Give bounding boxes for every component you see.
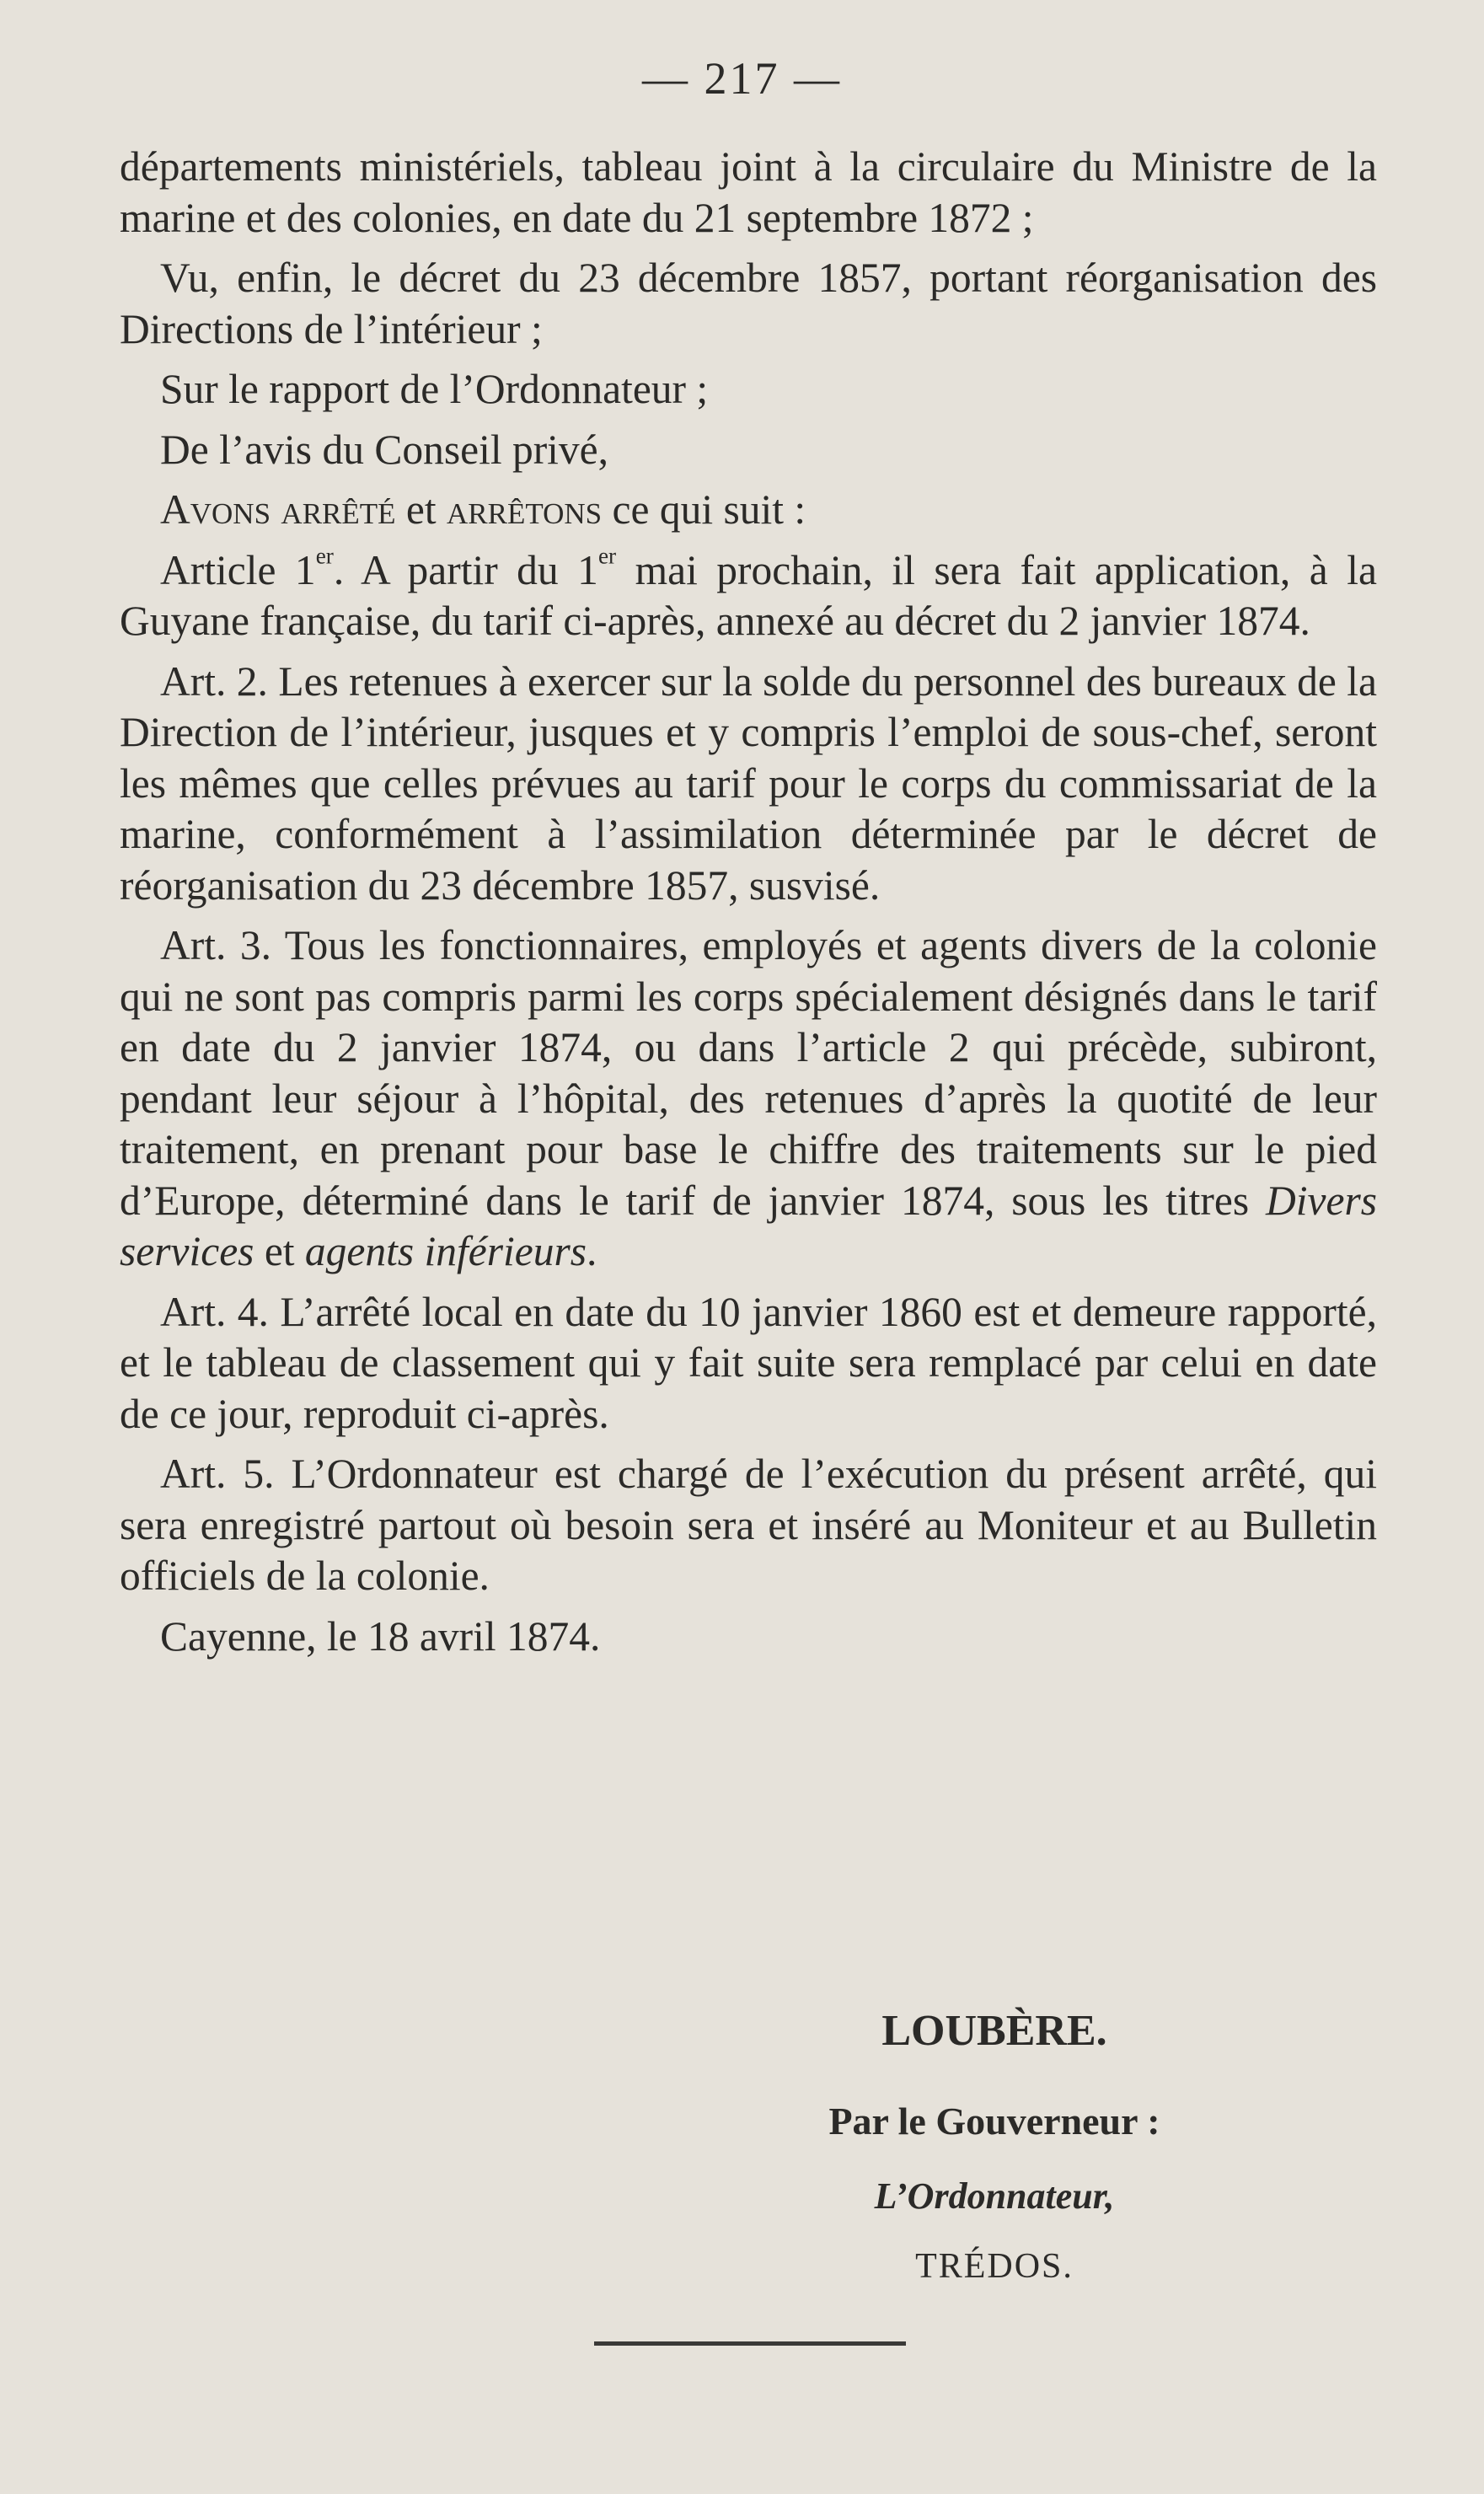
paragraph-avis: De l’avis du Conseil privé, [160, 426, 609, 473]
signature-by: Par le Gouverneur : [828, 2100, 1160, 2143]
paragraph-avons-arrete [120, 485, 1377, 536]
avons-arrete-text: Avons arrêté [160, 486, 396, 533]
article-3-text-a: Art. 3. Tous les fonctionnaires, employés et agents divers de la colonie qui ne sont pas compris parmi les corps spécialement désignés dans le tarif en date du 2 janvier 1874, ou dans l’article 2 qui précède, subiront, pendant leur séjour à l’hôpital, des retenues d’après la quotité de leur traitement, en prenant pour base le chiffre des traitements sur le pied d’Europe, déterminé dans le tarif de janvier 1874, sous les titres [120, 922, 1377, 1224]
paragraph-article-2: Art. 2. Les retenues à exercer sur la solde du personnel des bureaux de la Direction de l’intérieur, jusques et y compris l’emploi de sous-chef, seront les mêmes que celles prévues au tarif pour le corps du commissariat de la marine, conformément à l’assimilation déterminée par le décret de réorganisation du 23 décembre 1857, susvisé. [120, 657, 1377, 909]
superscript-er: er [597, 543, 617, 568]
article-3-period: . [587, 1228, 597, 1274]
article-3-et: et [254, 1228, 305, 1274]
article-1-text-b: mai prochain, il sera fait application, à la Guyane française, du tarif ci-après, annexé au décret du 2 janvier 1874. [120, 546, 1377, 644]
article-1-label: Article 1 [160, 546, 316, 593]
page-number: — 217 — [642, 53, 842, 104]
signature-role: L’Ordonnateur, [874, 2175, 1115, 2217]
paragraph-article-4: Art. 4. L’arrêté local en date du 10 janvier 1860 est et demeure rapporté, et le tableau de classement qui y fait suite sera remplacé par celui en date de ce jour, reproduit ci-après. [120, 1288, 1377, 1437]
paragraph-rapport: Sur le rapport de l’Ordonnateur ; [160, 366, 709, 412]
agents-inferieurs-text: agents inférieurs [304, 1228, 587, 1274]
paragraph-article-5: Art. 5. L’Ordonnateur est chargé de l’exécution du présent arrêté, qui sera enregistré partout où besoin sera et inséré au Moniteur et au Bulletin officiels de la colonie. [120, 1451, 1377, 1599]
article-1-text-a: . A partir du 1 [333, 546, 598, 593]
divers-services-text: Divers services [120, 1177, 1377, 1274]
ce-qui-suit-text: ce qui suit : [602, 486, 806, 533]
arretons-text: arrêtons [447, 486, 603, 533]
end-rule [594, 2341, 906, 2346]
et-text: et [395, 486, 447, 533]
paragraph-article-3 [120, 920, 1377, 1278]
paragraph-continuation: départements ministériels, tableau joint à la circulaire du Ministre de la marine et des colonies, en date du 21 septembre 1872 ; [120, 143, 1377, 241]
paragraph-date-place: Cayenne, le 18 avril 1874. [160, 1612, 601, 1660]
paragraph-article-1 [120, 545, 1377, 647]
body-text [120, 142, 1377, 1671]
paragraph-vu-enfin: Vu, enfin, le décret du 23 décembre 1857, portant réorganisation des Directions de l’intérieur ; [120, 255, 1377, 352]
signature-name: LOUBÈRE. [881, 2007, 1107, 2055]
signature-name-2: TRÉDOS. [915, 2247, 1074, 2286]
superscript-er: er [315, 543, 334, 568]
